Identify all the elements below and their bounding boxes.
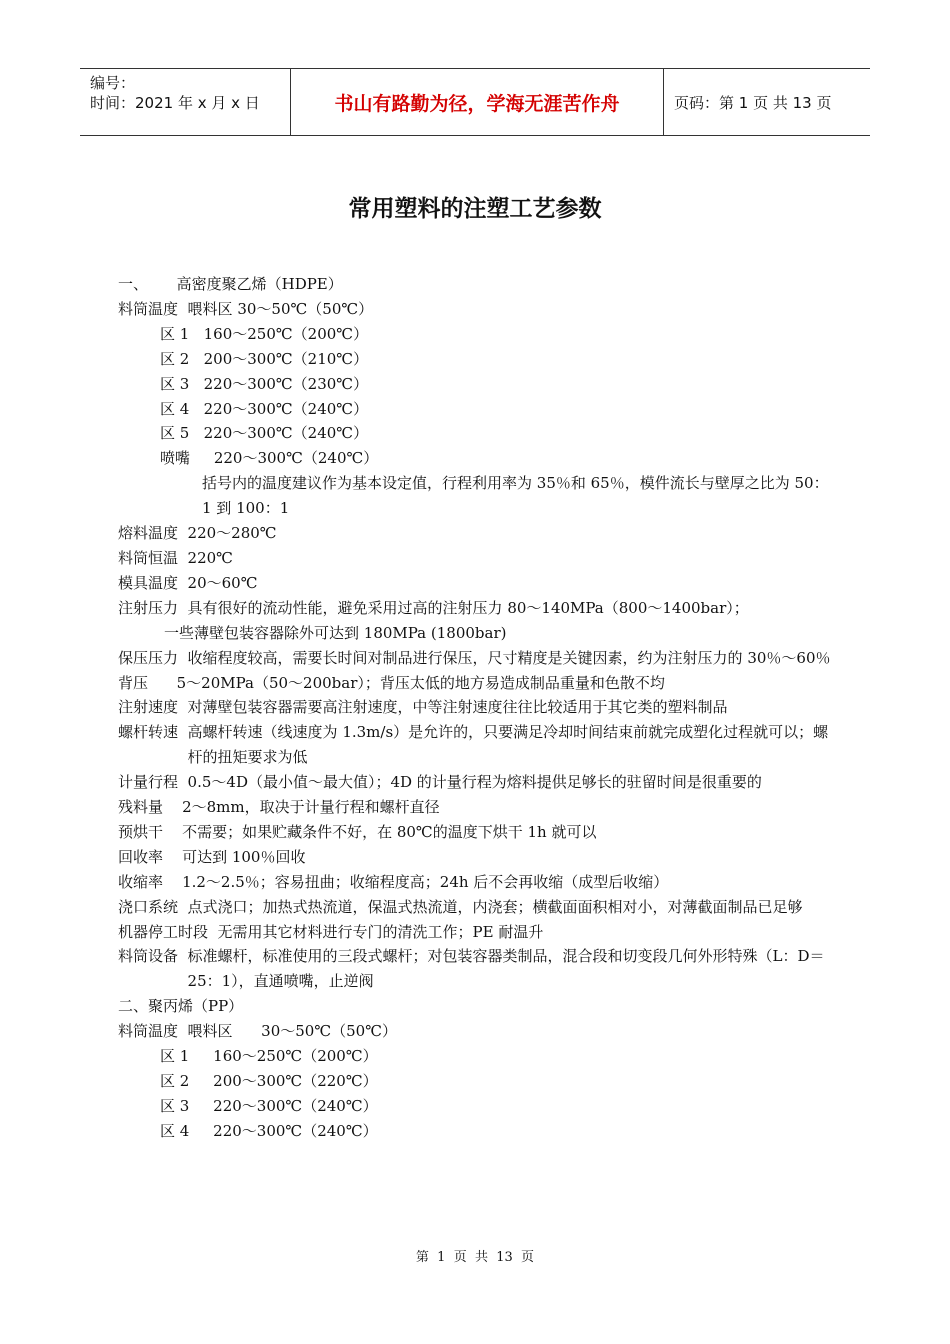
param-row (118, 870, 834, 895)
zone-line: 区 2 200～300℃（210℃） (160, 349, 369, 368)
param-value: 标准螺杆，标准使用的三段式螺杆；对包装容器类制品，混合段和切变段几何外形特殊（L：D＝25：1），直通喷嘴，止逆阀 (187, 947, 825, 991)
param-value: 220℃ (187, 548, 233, 567)
number-label: 编号： (90, 74, 136, 92)
header-motto: 书山有路勤为径，学海无涯苦作舟 (291, 69, 664, 136)
param-row (118, 695, 834, 720)
param-label: 注射速度 (118, 698, 188, 717)
param-label: 料筒温度 (118, 1022, 188, 1041)
param-value: 不需要；如果贮藏条件不好，在 80℃的温度下烘干 1h 就可以 (182, 822, 597, 841)
param-value: 0.5～4D（最小值～最大值）；4D 的计量行程为熔料提供足够长的驻留时间是很重要的 (187, 773, 762, 792)
param-value: 2～8mm，取决于计量行程和螺杆直径 (182, 798, 440, 817)
param-row (118, 546, 834, 571)
param-value: 喂料区 30～50℃（50℃） (187, 299, 374, 318)
zone-line: 区 1 160～250℃（200℃） (160, 1047, 378, 1066)
document-title: 常用塑料的注塑工艺参数 (348, 196, 602, 222)
barrel-temp-row (118, 1019, 834, 1044)
param-value: 5～20MPa（50～200bar）；背压太低的地方易造成制品重量和色散不均 (176, 673, 665, 692)
header-page-info: 页码：第 1 页 共 13 页 (674, 93, 832, 112)
param-value: 220～280℃ (187, 524, 277, 543)
param-label: 保压压力 (118, 648, 188, 667)
param-row (118, 845, 834, 870)
param-label: 料筒温度 (118, 299, 188, 318)
param-value: 收缩程度较高，需要长时间对制品进行保压，尺寸精度是关键因素，约为注射压力的 30％～60％ (187, 648, 831, 667)
param-row (118, 571, 834, 596)
zone-line: 区 4 220～300℃（240℃） (160, 399, 369, 418)
zone-line: 区 4 220～300℃（240℃） (160, 1121, 378, 1140)
param-value: 1.2～2.5％；容易扭曲；收缩程度高；24h 后不会再收缩（成型后收缩） (182, 872, 669, 891)
param-label: 计量行程 (118, 773, 188, 792)
param-value: 具有很好的流动性能，避免采用过高的注射压力 80～140MPa（800～1400bar）； (187, 598, 749, 617)
param-label: 浇口系统 (118, 897, 188, 916)
param-row (118, 795, 834, 820)
date-label: 时间：2021 年 x 月 x 日 (90, 94, 260, 112)
param-row (118, 770, 834, 795)
param-row (118, 596, 834, 621)
param-label: 模具温度 (118, 573, 188, 592)
param-label: 熔料温度 (118, 524, 188, 543)
temp-note: 括号内的温度建议作为基本设定值，行程利用率为 35％和 65％，模件流长与壁厚之比为 50：1 到 100：1 (202, 474, 829, 518)
param-value: 对薄壁包装容器需要高注射速度，中等注射速度往往比较适用于其它类的塑料制品 (187, 698, 728, 717)
param-label: 料筒设备 (118, 947, 188, 966)
param-row (118, 671, 834, 696)
section-heading-hdpe: 一、 高密度聚乙烯（HDPE） (118, 275, 343, 293)
param-label: 注射压力 (118, 598, 188, 617)
param-continuation: 一些薄壁包装容器除外可达到 180MPa (1800bar) (164, 623, 507, 642)
param-row (118, 521, 834, 546)
zone-line: 区 5 220～300℃（240℃） (160, 424, 369, 443)
zone-line: 区 1 160～250℃（200℃） (160, 324, 369, 343)
param-label: 收缩率 (118, 872, 183, 891)
param-label: 残料量 (118, 798, 183, 817)
param-label: 料筒恒温 (118, 548, 188, 567)
zone-line: 区 3 220～300℃（240℃） (160, 1096, 378, 1115)
page-header (80, 68, 870, 136)
param-row (118, 820, 834, 845)
param-label: 预烘干 (118, 822, 183, 841)
param-label: 螺杆转速 (118, 723, 188, 742)
param-row (118, 895, 834, 920)
barrel-temp-row (118, 297, 834, 322)
param-value: 点式浇口；加热式热流道，保温式热流道，内浇套；横截面面积相对小，对薄截面制品已足够 (187, 897, 803, 916)
param-label: 回收率 (118, 847, 183, 866)
header-meta (80, 69, 291, 136)
document-body (118, 272, 834, 1144)
param-value: 可达到 100％回收 (182, 847, 306, 866)
zone-line: 区 2 200～300℃（220℃） (160, 1072, 378, 1090)
param-value: 高螺杆转速（线速度为 1.3m/s）是允许的，只要满足冷却时间结束前就完成塑化过程就可以；螺杆的扭矩要求为低 (187, 723, 829, 767)
param-value: 20～60℃ (187, 573, 258, 592)
section-heading-pp: 二、聚丙烯（PP） (118, 997, 244, 1016)
param-value: 喂料区 30～50℃（50℃） (187, 1022, 397, 1041)
machine-stop-row: 机器停工时段 无需用其它材料进行专门的清洗工作；PE 耐温升 (118, 922, 544, 941)
page-footer: 第 1 页 共 13 页 (415, 1250, 535, 1265)
param-label: 背压 (118, 673, 177, 692)
param-row (118, 646, 834, 671)
zone-line: 区 3 220～300℃（230℃） (160, 374, 369, 393)
zone-line: 喷嘴 220～300℃（240℃） (160, 449, 379, 468)
param-row (118, 944, 834, 994)
param-row (118, 720, 834, 770)
